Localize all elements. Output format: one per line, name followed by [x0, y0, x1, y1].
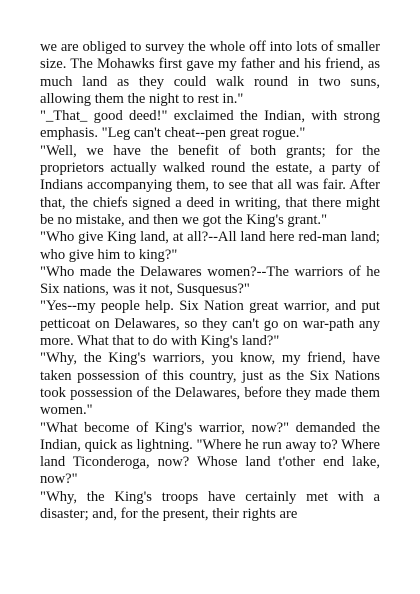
paragraph-both-grants: "Well, we have the benefit of both grants; for the proprietors actually walked round the estate, a party of Indians accompanying them, to see that all was fair. After that, the chiefs signed a deed in writing, that there might be no mistake, and then we got the King's grant.": [40, 142, 380, 228]
paragraph-petticoat: "Yes--my people help. Six Nation great warrior, and put petticoat on Delawares, so they can't go on war-path any more. What that to do with King's land?": [40, 298, 380, 350]
paragraph-survey-lots: we are obliged to survey the whole off into lots of smaller size. The Mohawks first gave my father and his friend, as much land as they could walk round in two suns, allowing them the night to rest in.": [40, 39, 380, 107]
paragraph-kings-troops: "Why, the King's troops have certainly met with a disaster; and, for the present, their rights are: [40, 488, 380, 523]
paragraph-kings-warriors: "Why, the King's warriors, you know, my friend, have taken possession of this country, just as the Six Nations took possession of the Delawares, before they made them women.": [40, 350, 380, 419]
book-page-text: [40, 39, 380, 523]
paragraph-delawares-women: "Who made the Delawares women?--The warriors of he Six nations, was it not, Susquesus?": [40, 263, 380, 298]
paragraph-ticonderoga: "What become of King's warrior, now?" demanded the Indian, quick as lightning. "Where he run away to? Where land Ticonderoga, now? Whose land t'other end lake, now?": [40, 419, 381, 488]
paragraph-who-give-king-land: "Who give King land, at all?--All land here red-man land; who give him to king?": [40, 229, 380, 263]
paragraph-indian-good-deed: "_That_ good deed!" exclaimed the Indian, with strong emphasis. "Leg can't cheat--pen great rogue.": [40, 108, 380, 142]
